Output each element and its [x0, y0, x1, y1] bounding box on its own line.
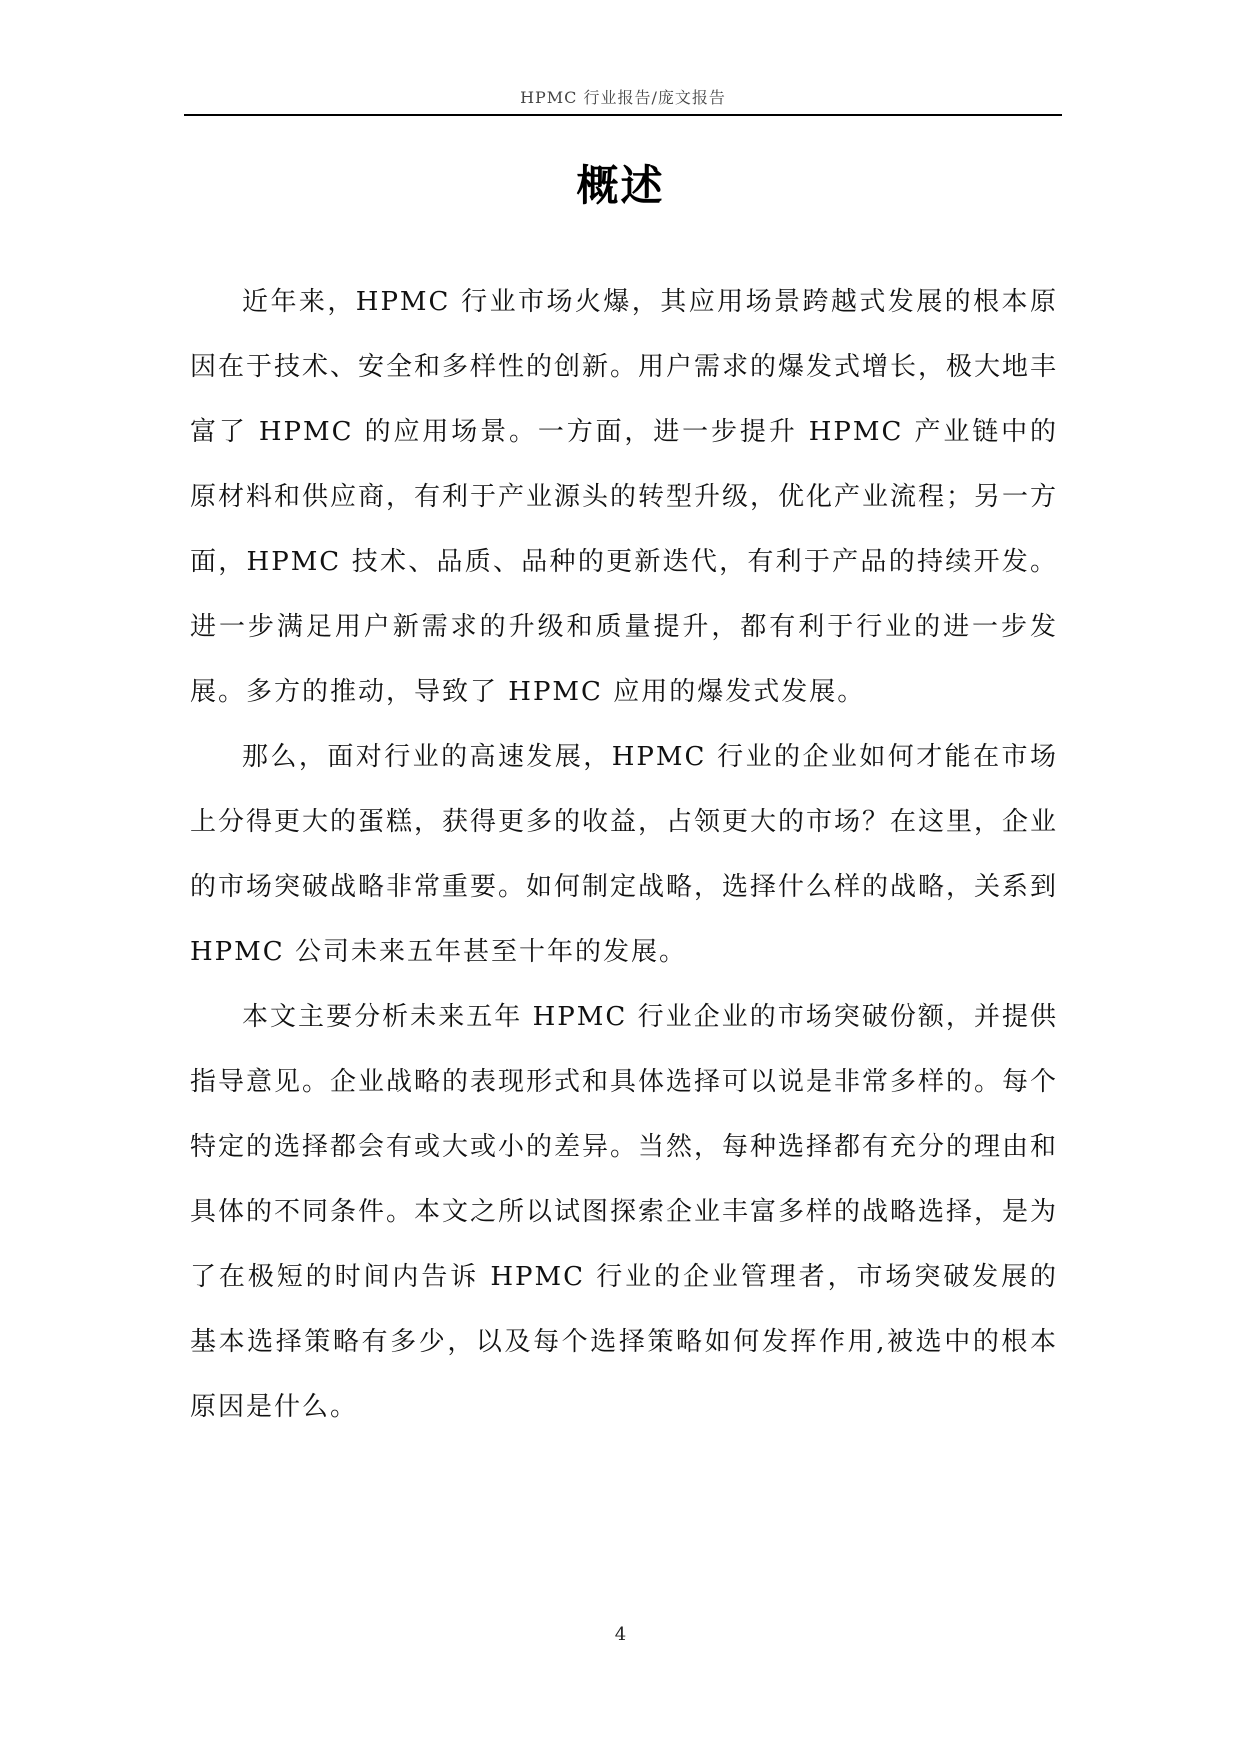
- page-number: 4: [614, 1624, 627, 1645]
- body-text: [190, 270, 1058, 1440]
- header-divider: [184, 114, 1062, 116]
- paragraph-2: 那么，面对行业的高速发展，HPMC 行业的企业如何才能在市场上分得更大的蛋糕，获得更多的收益，占领更大的市场？在这里，企业的市场突破战略非常重要。如何制定战略，选择什么样的战略，关系到 HPMC 公司未来五年甚至十年的发展。: [190, 742, 1059, 967]
- paragraph-3: 本文主要分析未来五年 HPMC 行业企业的市场突破份额，并提供指导意见。企业战略的表现形式和具体选择可以说是非常多样的。每个特定的选择都会有或大或小的差异。当然，每种选择都有充分的理由和具体的不同条件。本文之所以试图探索企业丰富多样的战略选择，是为了在极短的时间内告诉 HPMC 行业的企业管理者，市场突破发展的基本选择策略有多少，以及每个选择策略如何发挥作用,被选中的根本原因是什么。: [190, 1002, 1059, 1422]
- page-title: 概述: [576, 161, 665, 210]
- paragraph-1: 近年来，HPMC 行业市场火爆，其应用场景跨越式发展的根本原因在于技术、安全和多样性的创新。用户需求的爆发式增长，极大地丰富了 HPMC 的应用场景。一方面，进一步提升 HPMC 产业链中的原材料和供应商，有利于产业源头的转型升级，优化产业流程；另一方面，HPMC 技术、品质、品种的更新迭代，有利于产品的持续开发。进一步满足用户新需求的升级和质量提升，都有利于行业的进一步发展。多方的推动，导致了 HPMC 应用的爆发式发展。: [190, 287, 1059, 707]
- running-header: HPMC 行业报告/庞文报告: [520, 88, 726, 107]
